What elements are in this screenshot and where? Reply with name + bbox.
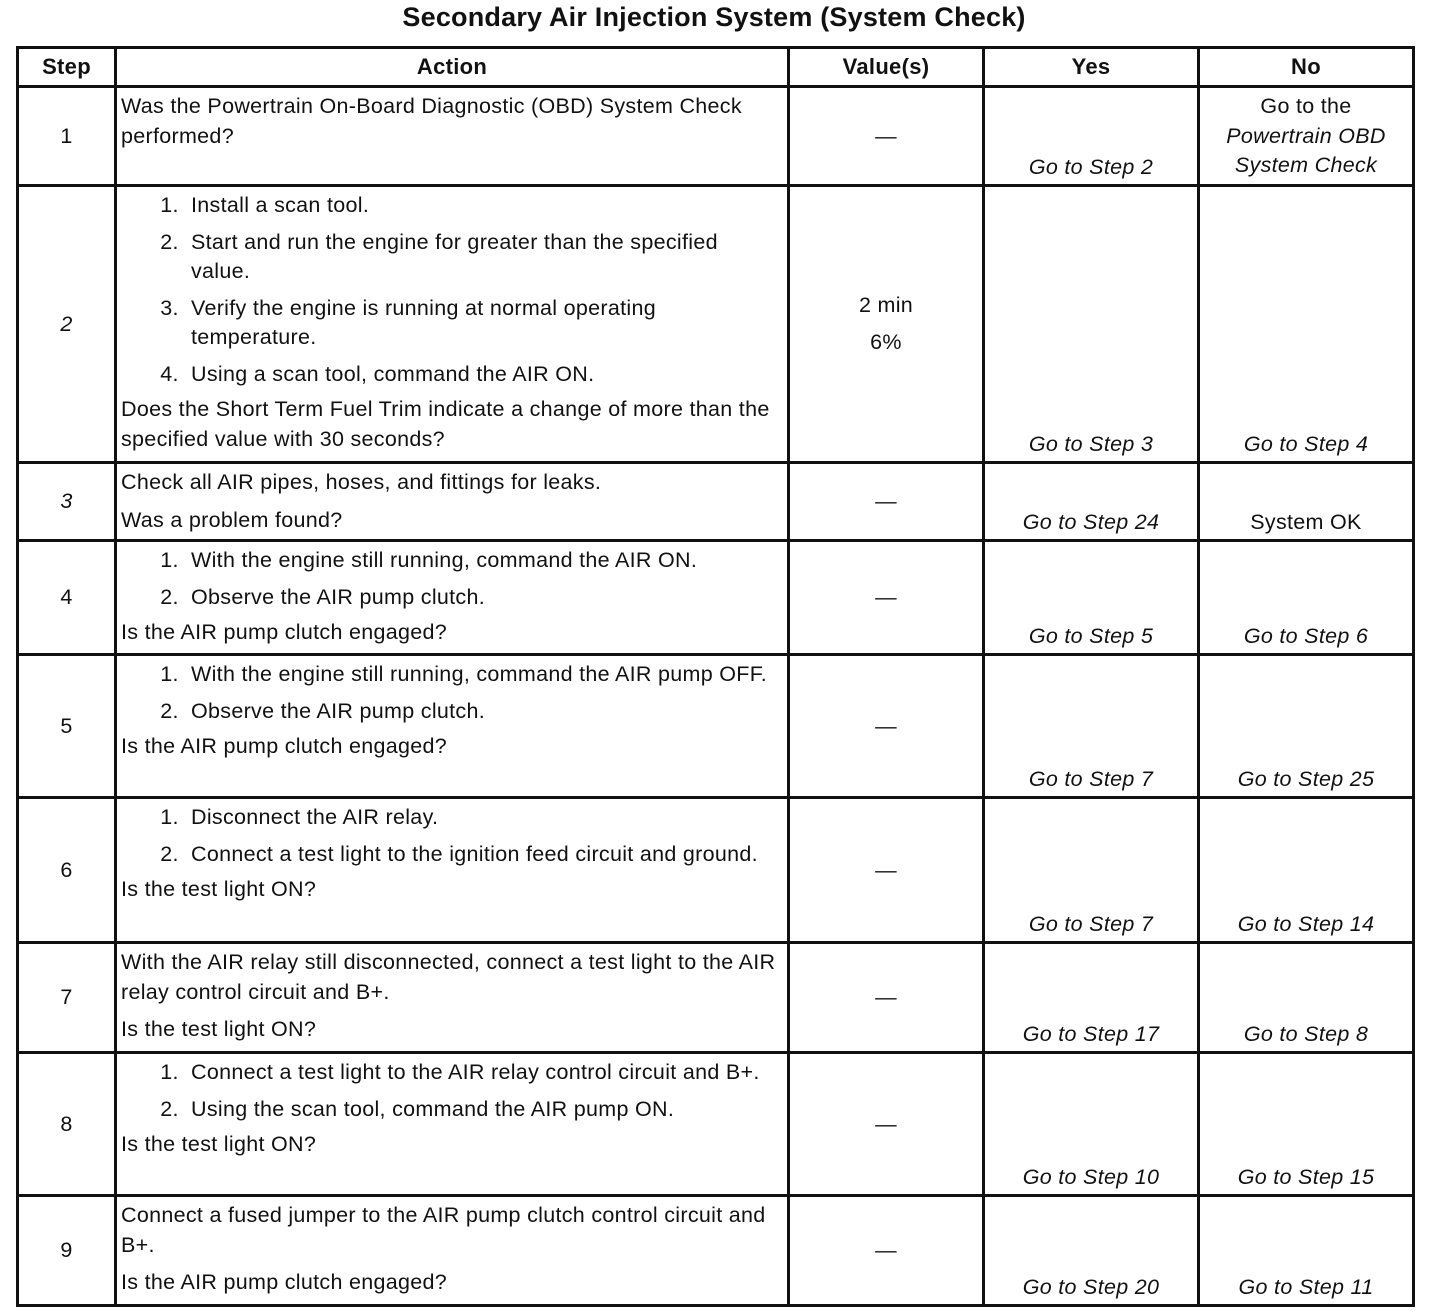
values-cell bbox=[789, 655, 984, 798]
values-cell bbox=[789, 87, 984, 186]
step-number: 4 bbox=[60, 585, 73, 609]
value-text: — bbox=[875, 857, 897, 882]
action-steps-list bbox=[121, 803, 781, 869]
action-question: Is the test light ON? bbox=[121, 877, 317, 901]
action-step-item: 2. Start and run the engine for greater than the specified value. bbox=[185, 228, 781, 287]
table-row bbox=[18, 186, 1414, 463]
table-row bbox=[18, 541, 1414, 655]
no-reference-link: Powertrain OBD System Check bbox=[1226, 123, 1386, 177]
header-action: Action bbox=[116, 48, 789, 87]
values-cell bbox=[789, 541, 984, 655]
step-number: 2 bbox=[60, 311, 73, 336]
action-text: Is the test light ON? bbox=[121, 1017, 317, 1041]
yes-cell: Go to Step 17 bbox=[984, 943, 1199, 1053]
action-steps-list bbox=[121, 1058, 781, 1124]
step-number: 7 bbox=[60, 985, 73, 1009]
value-text: — bbox=[875, 713, 897, 738]
value-text: 6% bbox=[870, 330, 902, 354]
action-cell bbox=[116, 1196, 789, 1306]
yes-cell: Go to Step 20 bbox=[984, 1196, 1199, 1306]
action-steps-list bbox=[121, 191, 781, 389]
header-row bbox=[18, 48, 1414, 87]
action-cell bbox=[116, 1053, 789, 1196]
action-step-item: 2. Using the scan tool, command the AIR pump ON. bbox=[185, 1095, 781, 1125]
yes-cell: Go to Step 7 bbox=[984, 655, 1199, 798]
table-row bbox=[18, 943, 1414, 1053]
action-step-item: 3. Verify the engine is running at normal operating temperature. bbox=[185, 294, 781, 353]
action-step-item: 1. Install a scan tool. bbox=[185, 191, 781, 221]
yes-cell: Go to Step 3 bbox=[984, 186, 1199, 463]
step-cell bbox=[18, 463, 116, 541]
action-step-item: 1. Disconnect the AIR relay. bbox=[185, 803, 781, 833]
value-text: — bbox=[875, 123, 897, 148]
table-row bbox=[18, 655, 1414, 798]
values-cell bbox=[789, 463, 984, 541]
no-cell: Go to Step 14 bbox=[1199, 798, 1414, 943]
action-cell bbox=[116, 463, 789, 541]
values-cell bbox=[789, 1053, 984, 1196]
step-number: 9 bbox=[60, 1238, 73, 1262]
action-text: Is the AIR pump clutch engaged? bbox=[121, 1270, 448, 1294]
no-cell: Go to Step 25 bbox=[1199, 655, 1414, 798]
no-cell: System OK bbox=[1199, 463, 1414, 541]
step-cell bbox=[18, 655, 116, 798]
action-text: With the AIR relay still disconnected, connect a test light to the AIR relay control circuit and B+. bbox=[121, 950, 776, 1004]
step-number: 1 bbox=[60, 123, 73, 148]
action-cell bbox=[116, 655, 789, 798]
action-step-item: 1. With the engine still running, command the AIR ON. bbox=[185, 546, 781, 576]
values-cell bbox=[789, 1196, 984, 1306]
step-number: 6 bbox=[60, 857, 73, 882]
yes-cell: Go to Step 10 bbox=[984, 1053, 1199, 1196]
page-title: Secondary Air Injection System (System Check) bbox=[402, 2, 1026, 32]
header-no: No bbox=[1199, 48, 1414, 87]
action-cell bbox=[116, 186, 789, 463]
step-number: 5 bbox=[60, 713, 73, 738]
action-cell bbox=[116, 943, 789, 1053]
action-text: Check all AIR pipes, hoses, and fittings for leaks. bbox=[121, 470, 602, 494]
no-cell: Go to Step 6 bbox=[1199, 541, 1414, 655]
header-step: Step bbox=[18, 48, 116, 87]
step-cell bbox=[18, 87, 116, 186]
no-cell: Go to Step 4 bbox=[1199, 186, 1414, 463]
yes-cell: Go to Step 7 bbox=[984, 798, 1199, 943]
action-step-item: 2. Observe the AIR pump clutch. bbox=[185, 583, 781, 613]
system-check-table bbox=[16, 46, 1415, 1307]
no-text: Go to the bbox=[1260, 94, 1352, 118]
action-cell bbox=[116, 541, 789, 655]
value-text: — bbox=[875, 489, 897, 513]
values-cell bbox=[789, 186, 984, 463]
action-step-item: 4. Using a scan tool, command the AIR ON. bbox=[185, 360, 781, 390]
table-row bbox=[18, 463, 1414, 541]
values-cell bbox=[789, 943, 984, 1053]
step-cell bbox=[18, 186, 116, 463]
no-cell: Go to Step 11 bbox=[1199, 1196, 1414, 1306]
step-cell bbox=[18, 943, 116, 1053]
table-row bbox=[18, 798, 1414, 943]
step-cell bbox=[18, 1196, 116, 1306]
table-row bbox=[18, 87, 1414, 186]
action-steps-list bbox=[121, 546, 781, 612]
action-step-item: 1. With the engine still running, command the AIR pump OFF. bbox=[185, 660, 781, 690]
action-question: Is the AIR pump clutch engaged? bbox=[121, 620, 448, 644]
action-text: Was a problem found? bbox=[121, 507, 343, 532]
step-number: 3 bbox=[60, 489, 73, 513]
yes-cell: Go to Step 2 bbox=[984, 87, 1199, 186]
value-text: — bbox=[875, 585, 897, 609]
step-cell bbox=[18, 798, 116, 943]
table-row bbox=[18, 1196, 1414, 1306]
value-text: — bbox=[875, 1111, 897, 1136]
value-text: — bbox=[875, 1238, 897, 1262]
action-cell bbox=[116, 798, 789, 943]
step-number: 8 bbox=[60, 1111, 73, 1136]
action-step-item: 2. Connect a test light to the ignition feed circuit and ground. bbox=[185, 840, 781, 870]
table-row bbox=[18, 1053, 1414, 1196]
no-cell: Go to Step 15 bbox=[1199, 1053, 1414, 1196]
value-text: 2 min bbox=[858, 293, 914, 317]
action-question: Is the test light ON? bbox=[121, 1132, 317, 1156]
step-cell bbox=[18, 1053, 116, 1196]
action-cell bbox=[116, 87, 789, 186]
header-values: Value(s) bbox=[789, 48, 984, 87]
no-cell: Go to Step 8 bbox=[1199, 943, 1414, 1053]
header-yes: Yes bbox=[984, 48, 1199, 87]
action-steps-list bbox=[121, 660, 781, 726]
yes-cell: Go to Step 24 bbox=[984, 463, 1199, 541]
action-step-item: 1. Connect a test light to the AIR relay control circuit and B+. bbox=[185, 1058, 781, 1088]
no-cell bbox=[1199, 87, 1414, 186]
yes-cell: Go to Step 5 bbox=[984, 541, 1199, 655]
action-text: Was the Powertrain On-Board Diagnostic (OBD) System Check performed? bbox=[121, 94, 742, 148]
values-cell bbox=[789, 798, 984, 943]
value-text: — bbox=[875, 985, 897, 1009]
action-question: Is the AIR pump clutch engaged? bbox=[121, 734, 448, 758]
action-step-item: 2. Observe the AIR pump clutch. bbox=[185, 697, 781, 727]
action-question: Does the Short Term Fuel Trim indicate a change of more than the specified value with 30 seconds? bbox=[121, 397, 770, 451]
step-cell bbox=[18, 541, 116, 655]
action-text: Connect a fused jumper to the AIR pump clutch control circuit and B+. bbox=[121, 1203, 766, 1257]
